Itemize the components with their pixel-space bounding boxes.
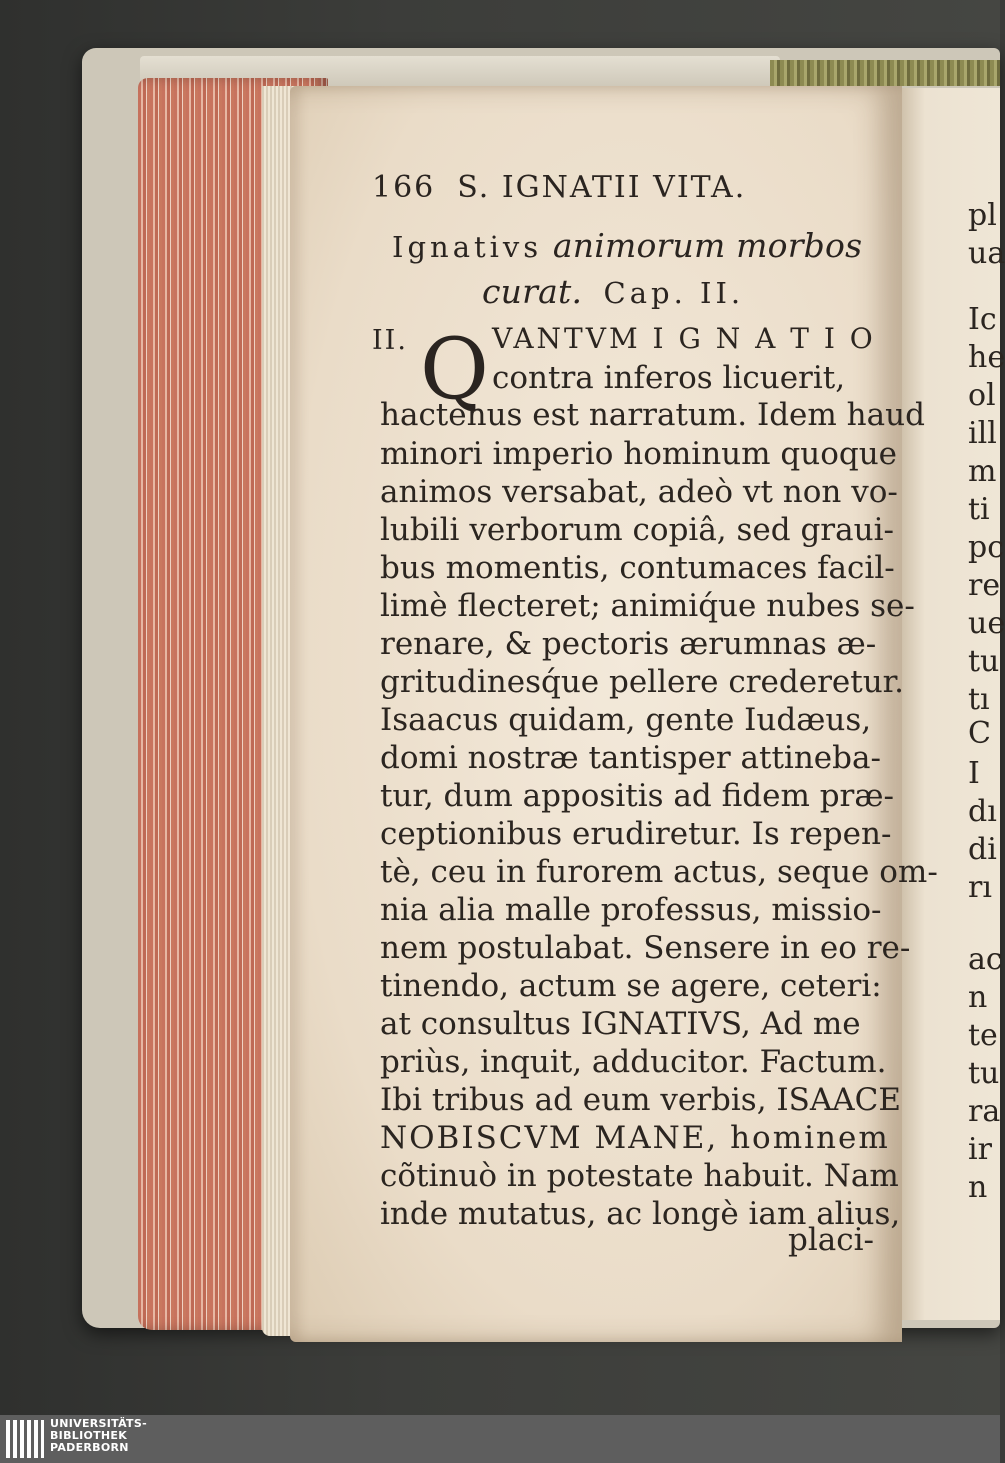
facing-page-fragment: ti [968, 492, 990, 527]
paragraph-number: II. [372, 325, 408, 356]
body-line: VANTVM I G N A T I O [492, 322, 876, 355]
body-line: Isaacus quidam, gente Iudæus, [380, 702, 872, 738]
body-line: tur, dum appositis ad fidem præ- [380, 778, 894, 814]
library-name-line-1: UNIVERSITÄTS- [50, 1417, 147, 1430]
body-line: minori imperio hominum quoque [380, 436, 898, 472]
body-line: gritudinesq́ue pellere crederetur. [380, 664, 904, 700]
facing-page-fragment: tu [968, 644, 1000, 679]
body-line: limè flecteret; animiq́ue nubes se- [380, 588, 915, 624]
chapter-title-name: Ignativs [392, 230, 543, 264]
facing-page-fragment: tu [968, 1056, 1000, 1091]
facing-page-fragment: n [968, 1170, 988, 1205]
body-line: hactenus est narratum. Idem haud [380, 397, 925, 433]
facing-page-fragment: di [968, 832, 997, 867]
facing-page-fragment: ac [968, 942, 1003, 977]
chapter-number: Cap. II. [603, 276, 745, 310]
chapter-title-line-1 [392, 226, 862, 265]
facing-page-fragment: he [968, 340, 1005, 375]
chapter-title-italic-2: curat. [482, 272, 583, 311]
facing-page-fragment: ir [968, 1132, 992, 1167]
facing-page-fragment: Ic [968, 302, 997, 337]
footer-bar [0, 1415, 1000, 1463]
facing-page-fragment: ua [968, 236, 1005, 271]
facing-page-fragment: re [968, 568, 1001, 603]
facing-page-fragment: m [968, 454, 997, 489]
facing-page-fragment: dı [968, 794, 997, 829]
library-name-line-2: BIBLIOTHEK [50, 1429, 128, 1442]
facing-page-fragment: te [968, 1018, 998, 1053]
body-line: nem postulabat. Sensere in eo re- [380, 930, 911, 966]
body-line: domi nostræ tantisper attineba- [380, 740, 881, 776]
body-line: ceptionibus erudiretur. Is repen- [380, 816, 892, 852]
body-line: animos versabat, adeò vt non vo- [380, 474, 898, 510]
chapter-title-line-2 [482, 272, 744, 311]
facing-page-fragment: I [968, 756, 980, 791]
facing-page-fragment: pl [968, 198, 997, 233]
headband [770, 60, 1000, 86]
facing-page-fragment: rı [968, 870, 992, 905]
facing-page-fragment: pc [968, 530, 1005, 565]
page-number: 166 [372, 170, 436, 205]
library-logo-icon [6, 1420, 44, 1458]
drop-cap: Q [420, 320, 489, 418]
chapter-title-italic-1: animorum morbos [552, 226, 863, 265]
facing-page-fragment: ol [968, 378, 996, 413]
facing-page-fragment: ra [968, 1094, 1001, 1129]
library-name [50, 1418, 147, 1454]
facing-page-fragment: n [968, 980, 988, 1015]
body-line: tinendo, actum se agere, ceteri: [380, 968, 882, 1004]
catchword: placi- [788, 1222, 874, 1258]
library-name-line-3: PADERBORN [50, 1441, 129, 1454]
body-line: nia alia malle professus, missio- [380, 892, 882, 928]
body-line: inde mutatus, ac longè iam alius, [380, 1196, 901, 1232]
body-line: priùs, inquit, adducitor. Factum. [380, 1044, 887, 1080]
body-line: at consultus IGNATIVS, Ad me [380, 1006, 861, 1042]
body-line: renare, & pectoris ærumnas æ- [380, 626, 877, 662]
body-line: bus momentis, contumaces facil- [380, 550, 895, 586]
body-line: NOBISCVM MANE, hominem [380, 1120, 890, 1156]
running-title: S. IGNATII VITA. [457, 170, 747, 205]
facing-page-fragment: C [968, 716, 991, 751]
body-line: lubili verborum copiâ, sed graui- [380, 512, 894, 548]
body-line: contra inferos licuerit, [492, 360, 846, 396]
body-line: Ibi tribus ad eum verbis, ISAACE [380, 1082, 902, 1118]
body-line: cõtinuò in potestate habuit. Nam [380, 1158, 899, 1194]
running-head [372, 170, 746, 205]
facing-page-fragment: ue [968, 606, 1005, 641]
facing-page-fragment: tı [968, 682, 990, 717]
body-line: tè, ceu in furorem actus, seque om- [380, 854, 938, 890]
facing-page-fragment: ill [968, 416, 997, 451]
